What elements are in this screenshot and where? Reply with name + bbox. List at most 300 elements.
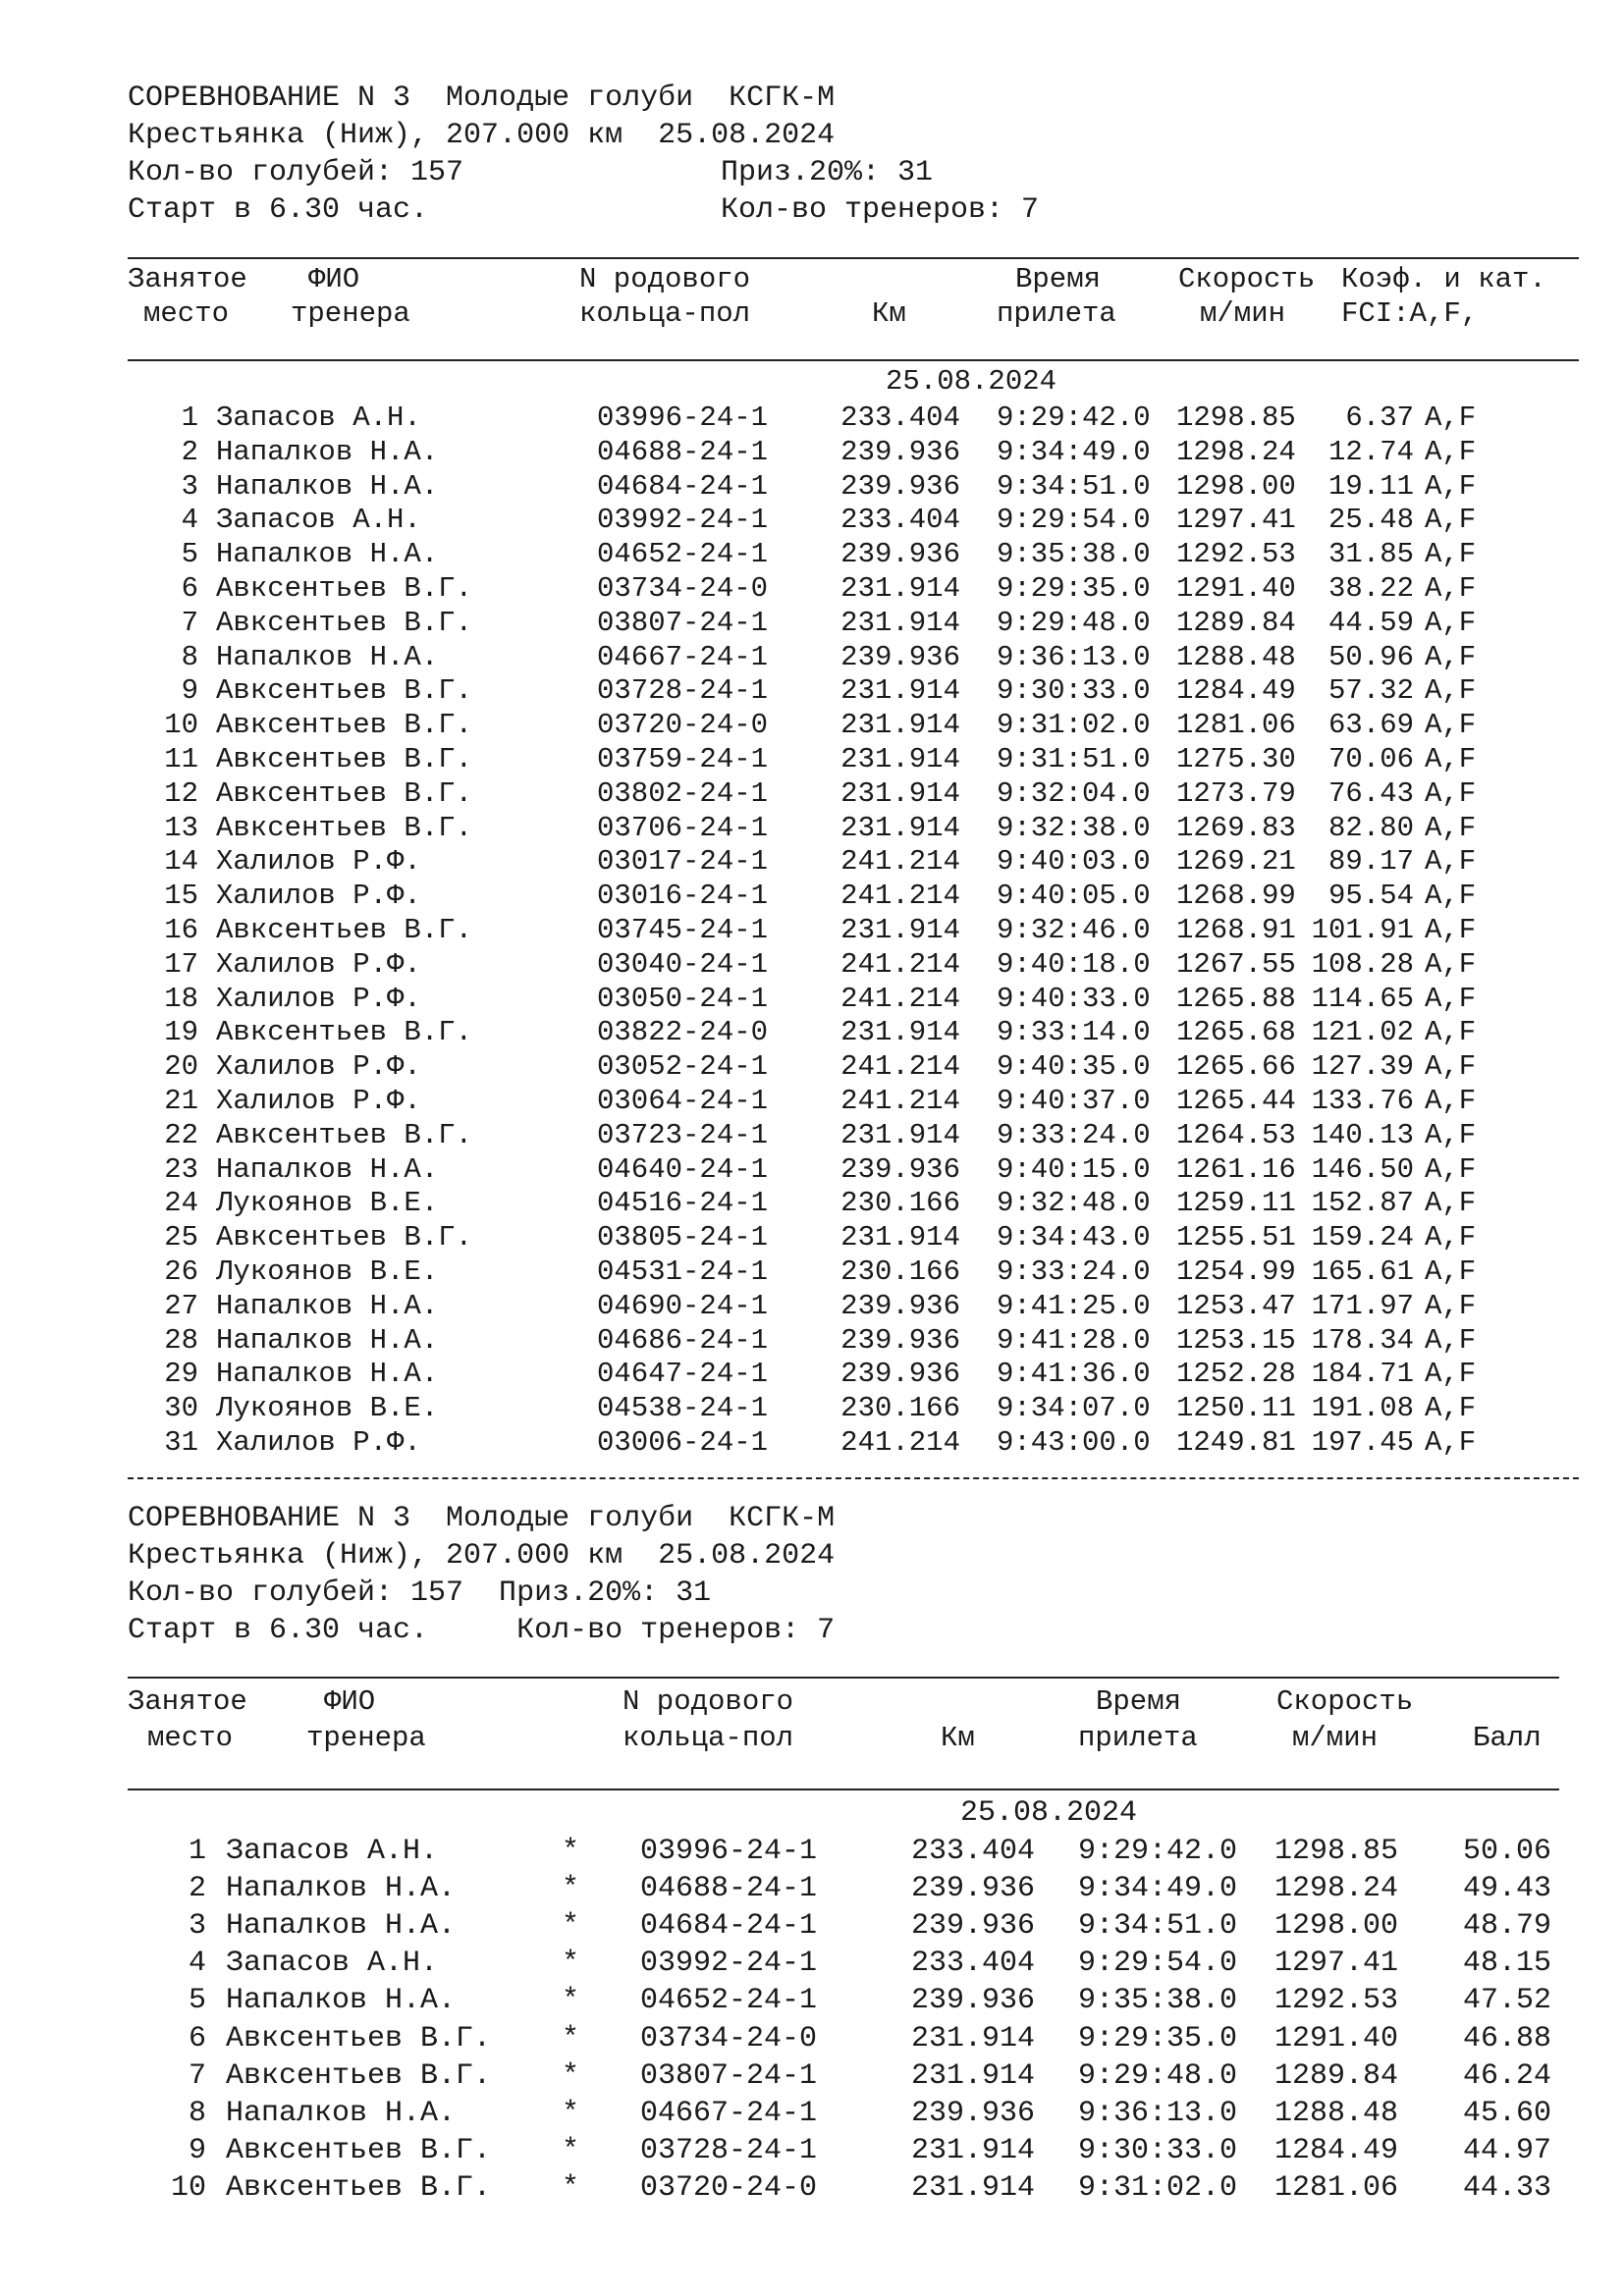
cell-coef: 38.22 <box>1327 572 1414 605</box>
cell-time: 9:40:35.0 <box>997 1050 1151 1084</box>
table-row <box>0 1153 1624 1187</box>
cell-name: Авксентьев В.Г. <box>216 743 473 775</box>
header-rule-top <box>128 257 1579 259</box>
cell-cat: A,F <box>1425 709 1477 742</box>
cell-coef: 25.48 <box>1327 504 1414 537</box>
cell-time: 9:33:24.0 <box>997 1118 1151 1151</box>
cell-time: 9:36:13.0 <box>997 640 1151 673</box>
cell-km: 231.914 <box>910 2021 1035 2056</box>
cell-points: 49.43 <box>1462 1872 1551 1906</box>
col2-km: Км <box>941 1722 975 1754</box>
cell-place: 20 <box>164 1050 198 1084</box>
cell-name: Запасов А.Н. <box>216 504 421 537</box>
cell-speed: 1265.88 <box>1176 982 1296 1015</box>
table-row <box>0 504 1624 537</box>
cell-cat: A,F <box>1425 1085 1477 1117</box>
birds-prize-line-2: Кол-во голубей: 157 Приз.20%: 31 <box>128 1576 712 1610</box>
cell-cat: A,F <box>1425 811 1477 844</box>
release-point-line-2: Крестьянка (Ниж), 207.000 км 25.08.2024 <box>128 1539 836 1573</box>
cell-ring: 03017-24-1 <box>597 845 769 879</box>
cell-mark: * <box>562 1835 580 1868</box>
cell-ring: 03805-24-1 <box>597 1221 769 1255</box>
cell-place: 12 <box>164 776 198 810</box>
cell-ring: 04652-24-1 <box>597 538 769 571</box>
cell-ring: 03992-24-1 <box>640 1947 818 1981</box>
col2-speed-1: Скорость <box>1276 1685 1414 1718</box>
table-row <box>0 914 1624 947</box>
cell-ring: 04688-24-1 <box>640 1872 818 1906</box>
cell-place: 9 <box>188 2133 206 2167</box>
cell-time: 9:41:25.0 <box>997 1289 1151 1322</box>
cell-name: Напалков Н.А. <box>216 1289 439 1322</box>
cell-mark: * <box>562 2170 580 2205</box>
race-date: 25.08.2024 <box>886 365 1057 398</box>
cell-speed: 1298.24 <box>1176 435 1296 468</box>
cell-name: Халилов Р.Ф. <box>216 1426 421 1459</box>
cell-ring: 04667-24-1 <box>597 640 769 673</box>
cell-name: Напалков Н.А. <box>216 640 439 673</box>
cell-coef: 114.65 <box>1311 982 1414 1015</box>
cell-cat: A,F <box>1425 401 1477 434</box>
cell-mark: * <box>562 1947 580 1981</box>
cell-speed: 1291.40 <box>1274 2021 1399 2056</box>
cell-ring: 03734-24-0 <box>640 2021 818 2056</box>
cell-speed: 1253.15 <box>1176 1323 1296 1357</box>
cell-cat: A,F <box>1425 1118 1477 1151</box>
cell-km: 233.404 <box>840 401 960 434</box>
cell-ring: 04684-24-1 <box>597 469 769 503</box>
cell-time: 9:29:54.0 <box>1078 1947 1238 1981</box>
cell-cat: A,F <box>1425 435 1477 468</box>
cell-coef: 89.17 <box>1327 845 1414 879</box>
cell-place: 31 <box>164 1426 198 1459</box>
cell-km: 231.914 <box>840 743 960 775</box>
cell-coef: 57.32 <box>1327 674 1414 708</box>
cell-speed: 1264.53 <box>1176 1118 1296 1151</box>
cell-ring: 03734-24-0 <box>597 572 769 605</box>
cell-points: 46.88 <box>1462 2021 1551 2056</box>
cell-cat: A,F <box>1425 1187 1477 1220</box>
table-row <box>0 1835 1624 1868</box>
table-row <box>0 983 1624 1016</box>
cell-ring: 03052-24-1 <box>597 1050 769 1084</box>
cell-name: Авксентьев В.Г. <box>216 1118 473 1151</box>
cell-km: 239.936 <box>910 2096 1035 2130</box>
cell-km: 231.914 <box>840 914 960 946</box>
cell-km: 231.914 <box>840 1118 960 1151</box>
cell-speed: 1268.91 <box>1176 914 1296 946</box>
cell-cat: A,F <box>1425 674 1477 708</box>
table-row <box>0 470 1624 504</box>
cell-km: 231.914 <box>840 1016 960 1049</box>
cell-name: Халилов Р.Ф. <box>216 845 421 879</box>
cell-mark: * <box>562 2058 580 2093</box>
col2-place-2: место <box>147 1722 234 1754</box>
table-row <box>0 1358 1624 1391</box>
col-place-2: место <box>143 297 230 330</box>
cell-km: 239.936 <box>840 1152 960 1186</box>
cell-speed: 1281.06 <box>1176 709 1296 742</box>
cell-place: 17 <box>164 947 198 981</box>
cell-ring: 04652-24-1 <box>640 1984 818 2018</box>
cell-name: Авксентьев В.Г. <box>216 811 473 844</box>
cell-place: 26 <box>164 1255 198 1288</box>
cell-name: Халилов Р.Ф. <box>216 982 421 1015</box>
table-row <box>0 1119 1624 1152</box>
cell-cat: A,F <box>1425 504 1477 537</box>
cell-ring: 03723-24-1 <box>597 1118 769 1151</box>
cell-km: 231.914 <box>910 2170 1035 2205</box>
cell-time: 9:34:49.0 <box>997 435 1151 468</box>
cell-ring: 04688-24-1 <box>597 435 769 468</box>
cell-points: 47.52 <box>1462 1984 1551 2018</box>
cell-place: 4 <box>188 1947 206 1981</box>
cell-km: 239.936 <box>840 1323 960 1357</box>
cell-coef: 44.59 <box>1327 606 1414 639</box>
table-row <box>0 1984 1624 2017</box>
cell-cat: A,F <box>1425 606 1477 639</box>
col-speed-1: Скорость <box>1178 263 1316 295</box>
cell-ring: 03728-24-1 <box>640 2133 818 2167</box>
cell-time: 9:29:35.0 <box>997 572 1151 605</box>
cell-km: 239.936 <box>840 640 960 673</box>
cell-ring: 03050-24-1 <box>597 982 769 1015</box>
cell-speed: 1291.40 <box>1176 572 1296 605</box>
table-row <box>0 2022 1624 2056</box>
table-row <box>0 2134 1624 2167</box>
cell-mark: * <box>562 1909 580 1944</box>
cell-ring: 04640-24-1 <box>597 1152 769 1186</box>
cell-place: 28 <box>164 1323 198 1357</box>
cell-time: 9:32:38.0 <box>997 811 1151 844</box>
cell-coef: 146.50 <box>1311 1152 1414 1186</box>
cell-time: 9:31:51.0 <box>997 743 1151 775</box>
cell-points: 48.15 <box>1462 1947 1551 1981</box>
cell-coef: 121.02 <box>1311 1016 1414 1049</box>
col-km: Км <box>872 297 906 330</box>
cell-mark: * <box>562 2096 580 2130</box>
cell-km: 231.914 <box>840 709 960 742</box>
cell-points: 44.97 <box>1462 2133 1551 2167</box>
cell-km: 239.936 <box>910 1909 1035 1944</box>
cell-cat: A,F <box>1425 640 1477 673</box>
cell-name: Халилов Р.Ф. <box>216 947 421 981</box>
table-row <box>0 1290 1624 1323</box>
cell-km: 230.166 <box>840 1392 960 1425</box>
cell-coef: 82.80 <box>1327 811 1414 844</box>
cell-coef: 19.11 <box>1327 469 1414 503</box>
cell-ring: 04516-24-1 <box>597 1187 769 1220</box>
cell-place: 11 <box>164 743 198 775</box>
cell-time: 9:43:00.0 <box>997 1426 1151 1459</box>
cell-time: 9:34:51.0 <box>1078 1909 1238 1944</box>
header-rule-top-2 <box>128 1677 1559 1679</box>
cell-speed: 1252.28 <box>1176 1358 1296 1391</box>
col-time-1: Время <box>1015 263 1102 295</box>
cell-ring: 04647-24-1 <box>597 1358 769 1391</box>
cell-ring: 03006-24-1 <box>597 1426 769 1459</box>
cell-ring: 04684-24-1 <box>640 1909 818 1944</box>
cell-name: Напалков Н.А. <box>216 469 439 503</box>
cell-name: Халилов Р.Ф. <box>216 880 421 913</box>
cell-place: 18 <box>164 982 198 1015</box>
cell-time: 9:35:38.0 <box>1078 1984 1238 2018</box>
cell-cat: A,F <box>1425 1255 1477 1288</box>
cell-km: 241.214 <box>840 1426 960 1459</box>
cell-coef: 171.97 <box>1311 1289 1414 1322</box>
cell-time: 9:29:42.0 <box>997 401 1151 434</box>
col-name-1: ФИО <box>308 263 360 295</box>
cell-time: 9:35:38.0 <box>997 538 1151 571</box>
cell-time: 9:36:13.0 <box>1078 2096 1238 2130</box>
col2-speed-2: м/мин <box>1292 1722 1379 1754</box>
cell-coef: 108.28 <box>1311 947 1414 981</box>
cell-place: 14 <box>164 845 198 879</box>
cell-time: 9:40:05.0 <box>997 880 1151 913</box>
col2-ring-2: кольца-пол <box>623 1722 794 1754</box>
cell-name: Напалков Н.А. <box>216 1152 439 1186</box>
table-row <box>0 1050 1624 1084</box>
cell-place: 10 <box>164 709 198 742</box>
cell-place: 9 <box>181 674 198 708</box>
cell-time: 9:33:14.0 <box>997 1016 1151 1049</box>
cell-coef: 133.76 <box>1311 1085 1414 1117</box>
table-row <box>0 2097 1624 2130</box>
cell-time: 9:29:42.0 <box>1078 1835 1238 1868</box>
cell-speed: 1269.21 <box>1176 845 1296 879</box>
header-rule-bottom <box>128 359 1579 361</box>
cell-km: 230.166 <box>840 1187 960 1220</box>
cell-km: 231.914 <box>840 1221 960 1255</box>
table-row <box>0 1426 1624 1460</box>
cell-coef: 197.45 <box>1311 1426 1414 1459</box>
cell-speed: 1289.84 <box>1176 606 1296 639</box>
cell-ring: 03745-24-1 <box>597 914 769 946</box>
cell-name: Авксентьев В.Г. <box>216 914 473 946</box>
col2-ring-1: N родового <box>623 1685 794 1718</box>
cell-place: 1 <box>188 1835 206 1868</box>
cell-km: 233.404 <box>840 504 960 537</box>
cell-place: 8 <box>188 2096 206 2130</box>
cell-place: 27 <box>164 1289 198 1322</box>
cell-speed: 1250.11 <box>1176 1392 1296 1425</box>
col-name-2: тренера <box>291 297 410 330</box>
cell-km: 239.936 <box>840 1358 960 1391</box>
cell-time: 9:29:54.0 <box>997 504 1151 537</box>
cell-place: 16 <box>164 914 198 946</box>
cell-cat: A,F <box>1425 1152 1477 1186</box>
cell-name: Халилов Р.Ф. <box>216 1085 421 1117</box>
cell-km: 241.214 <box>840 845 960 879</box>
cell-name: Халилов Р.Ф. <box>216 1050 421 1084</box>
col2-points: Балл <box>1473 1722 1542 1754</box>
cell-speed: 1284.49 <box>1274 2133 1399 2167</box>
cell-ring: 04538-24-1 <box>597 1392 769 1425</box>
start-time: Старт в 6.30 час. <box>128 193 429 227</box>
cell-coef: 184.71 <box>1311 1358 1414 1391</box>
start-trainers-line-2: Старт в 6.30 час. Кол-во тренеров: 7 <box>128 1614 836 1647</box>
cell-km: 230.166 <box>840 1255 960 1288</box>
cell-mark: * <box>562 2021 580 2056</box>
cell-ring: 03996-24-1 <box>640 1835 818 1868</box>
trainers-count: Кол-во тренеров: 7 <box>721 193 1040 227</box>
cell-place: 22 <box>164 1118 198 1151</box>
cell-cat: A,F <box>1425 1221 1477 1255</box>
cell-name: Запасов А.Н. <box>216 401 421 434</box>
cell-place: 7 <box>181 606 198 639</box>
table-row <box>0 1016 1624 1049</box>
cell-cat: A,F <box>1425 538 1477 571</box>
cell-km: 239.936 <box>840 538 960 571</box>
cell-place: 13 <box>164 811 198 844</box>
cell-place: 3 <box>181 469 198 503</box>
cell-place: 2 <box>181 435 198 468</box>
cell-place: 2 <box>188 1872 206 1906</box>
cell-name: Авксентьев В.Г. <box>216 606 473 639</box>
cell-speed: 1265.44 <box>1176 1085 1296 1117</box>
table-row <box>0 2171 1624 2205</box>
cell-name: Запасов А.Н. <box>226 1947 439 1981</box>
cell-name: Запасов А.Н. <box>226 1835 439 1868</box>
cell-speed: 1254.99 <box>1176 1255 1296 1288</box>
cell-km: 231.914 <box>840 776 960 810</box>
cell-coef: 152.87 <box>1311 1187 1414 1220</box>
cell-name: Авксентьев В.Г. <box>216 1016 473 1049</box>
cell-time: 9:29:35.0 <box>1078 2021 1238 2056</box>
cell-speed: 1265.66 <box>1176 1050 1296 1084</box>
cell-km: 233.404 <box>910 1947 1035 1981</box>
cell-time: 9:40:03.0 <box>997 845 1151 879</box>
cell-coef: 178.34 <box>1311 1323 1414 1357</box>
cell-cat: A,F <box>1425 1016 1477 1049</box>
cell-km: 231.914 <box>840 811 960 844</box>
cell-time: 9:34:07.0 <box>997 1392 1151 1425</box>
cell-cat: A,F <box>1425 914 1477 946</box>
table-row <box>0 401 1624 435</box>
cell-cat: A,F <box>1425 776 1477 810</box>
cell-coef: 50.96 <box>1327 640 1414 673</box>
cell-place: 4 <box>181 504 198 537</box>
cell-name: Лукоянов В.Е. <box>216 1187 439 1220</box>
cell-speed: 1269.83 <box>1176 811 1296 844</box>
cell-cat: A,F <box>1425 947 1477 981</box>
cell-cat: A,F <box>1425 880 1477 913</box>
cell-coef: 12.74 <box>1327 435 1414 468</box>
race-date-2: 25.08.2024 <box>960 1796 1138 1830</box>
cell-km: 231.914 <box>840 606 960 639</box>
cell-ring: 03040-24-1 <box>597 947 769 981</box>
col2-time-1: Время <box>1096 1685 1182 1718</box>
cell-ring: 04686-24-1 <box>597 1323 769 1357</box>
cell-coef: 70.06 <box>1327 743 1414 775</box>
cell-place: 10 <box>170 2170 206 2205</box>
cell-speed: 1288.48 <box>1274 2096 1399 2130</box>
cell-km: 239.936 <box>910 1984 1035 2018</box>
cell-points: 44.33 <box>1462 2170 1551 2205</box>
table-row <box>0 572 1624 606</box>
cell-coef: 159.24 <box>1311 1221 1414 1255</box>
cell-speed: 1265.68 <box>1176 1016 1296 1049</box>
cell-time: 9:34:43.0 <box>997 1221 1151 1255</box>
cell-km: 241.214 <box>840 982 960 1015</box>
cell-coef: 63.69 <box>1327 709 1414 742</box>
cell-cat: A,F <box>1425 982 1477 1015</box>
cell-place: 6 <box>188 2021 206 2056</box>
cell-km: 241.214 <box>840 880 960 913</box>
cell-cat: A,F <box>1425 743 1477 775</box>
cell-time: 9:33:24.0 <box>997 1255 1151 1288</box>
cell-name: Напалков Н.А. <box>216 1358 439 1391</box>
cell-ring: 03822-24-0 <box>597 1016 769 1049</box>
cell-speed: 1297.41 <box>1176 504 1296 537</box>
cell-speed: 1297.41 <box>1274 1947 1399 1981</box>
col-coef-1: Коэф. и кат. <box>1341 263 1546 295</box>
cell-ring: 03996-24-1 <box>597 401 769 434</box>
cell-coef: 140.13 <box>1311 1118 1414 1151</box>
table-row <box>0 607 1624 640</box>
table-row <box>0 1085 1624 1118</box>
col2-name-2: тренера <box>306 1722 426 1754</box>
table-row <box>0 1872 1624 1905</box>
cell-place: 29 <box>164 1358 198 1391</box>
cell-coef: 191.08 <box>1311 1392 1414 1425</box>
cell-speed: 1298.00 <box>1176 469 1296 503</box>
table-row <box>0 538 1624 571</box>
cell-cat: A,F <box>1425 1426 1477 1459</box>
cell-km: 239.936 <box>840 469 960 503</box>
cell-km: 239.936 <box>840 1289 960 1322</box>
cell-place: 25 <box>164 1221 198 1255</box>
cell-speed: 1255.51 <box>1176 1221 1296 1255</box>
cell-name: Напалков Н.А. <box>226 1984 457 2018</box>
table-row <box>0 1221 1624 1255</box>
table-row <box>0 2059 1624 2093</box>
header-rule-bottom-2 <box>128 1789 1559 1790</box>
table-row <box>0 436 1624 469</box>
section-separator <box>128 1477 1579 1479</box>
cell-cat: A,F <box>1425 1050 1477 1084</box>
cell-time: 9:30:33.0 <box>997 674 1151 708</box>
cell-coef: 31.85 <box>1327 538 1414 571</box>
cell-km: 231.914 <box>910 2133 1035 2167</box>
cell-place: 7 <box>188 2058 206 2093</box>
cell-name: Напалков Н.А. <box>216 435 439 468</box>
col2-place-1: Занятое <box>128 1685 247 1718</box>
table-row <box>0 880 1624 913</box>
cell-km: 231.914 <box>840 674 960 708</box>
cell-coef: 101.91 <box>1311 914 1414 946</box>
cell-ring: 03992-24-1 <box>597 504 769 537</box>
competition-title-2: СОРЕВНОВАНИЕ N 3 Молодые голуби КСГК-М <box>128 1502 836 1535</box>
cell-name: Напалков Н.А. <box>226 1909 457 1944</box>
cell-ring: 04667-24-1 <box>640 2096 818 2130</box>
table-row <box>0 777 1624 811</box>
cell-points: 50.06 <box>1462 1835 1551 1868</box>
cell-ring: 04690-24-1 <box>597 1289 769 1322</box>
table-row <box>0 1947 1624 1980</box>
col-ring-2: кольца-пол <box>579 297 751 330</box>
competition-title: СОРЕВНОВАНИЕ N 3 Молодые голуби КСГК-М <box>128 81 836 115</box>
table-row <box>0 845 1624 879</box>
col-place-1: Занятое <box>128 263 247 295</box>
cell-name: Авксентьев В.Г. <box>216 709 473 742</box>
cell-cat: A,F <box>1425 1392 1477 1425</box>
cell-place: 15 <box>164 880 198 913</box>
cell-time: 9:34:49.0 <box>1078 1872 1238 1906</box>
cell-speed: 1298.85 <box>1176 401 1296 434</box>
col-ring-1: N родового <box>579 263 751 295</box>
cell-speed: 1298.00 <box>1274 1909 1399 1944</box>
